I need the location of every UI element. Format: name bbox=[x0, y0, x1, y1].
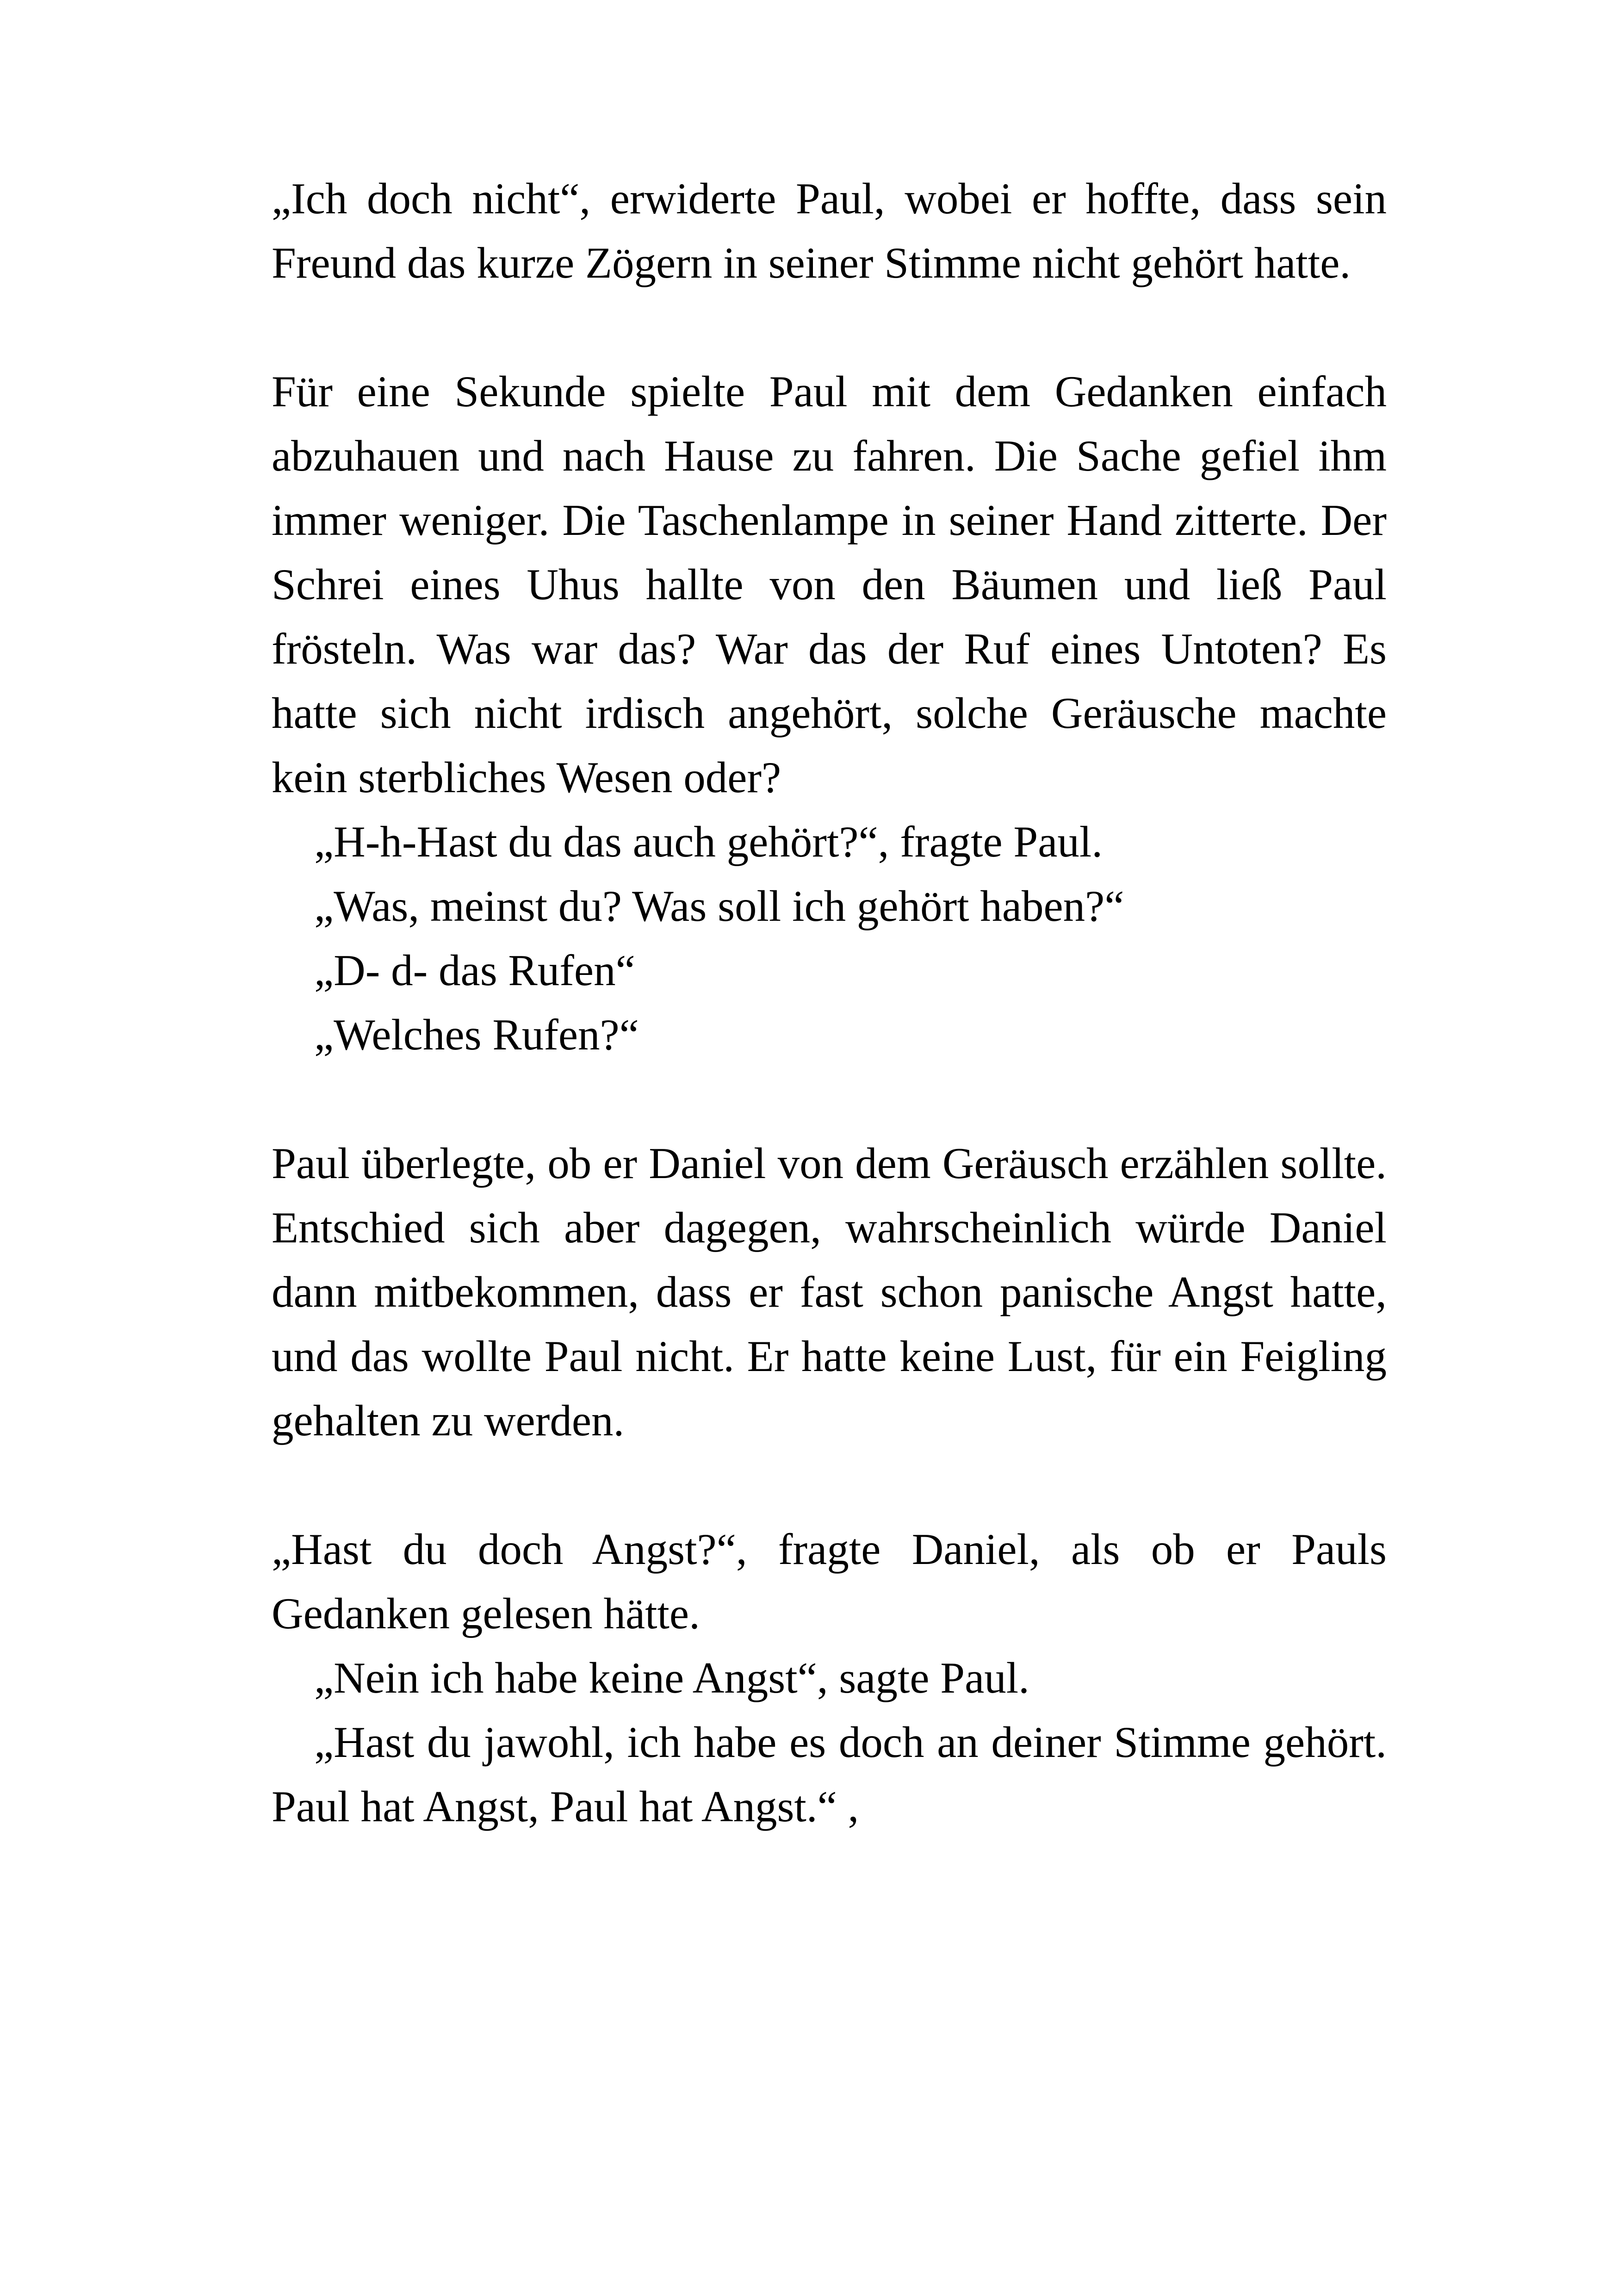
paragraph-1: „Ich doch nicht“, erwiderte Paul, wobei er hoffte, dass sein Freund das kurze Zögern in seiner Stimme nicht gehört hatte. bbox=[272, 174, 1387, 287]
dialogue-line-5: „Nein ich habe keine Angst“, sagte Paul. bbox=[314, 1653, 1029, 1702]
dialogue-line-2: „Was, meinst du? Was soll ich gehört haben?“ bbox=[314, 881, 1124, 931]
paragraph-4: „Hast du doch Angst?“, fragte Daniel, als ob er Pauls Gedanken gelesen hätte. bbox=[272, 1525, 1387, 1638]
dialogue-line-1: „H-h-Hast du das auch gehört?“, fragte Paul. bbox=[314, 817, 1103, 866]
paragraph-spacer bbox=[272, 295, 1387, 360]
paragraph-spacer bbox=[272, 1067, 1387, 1131]
paragraph-2: Für eine Sekunde spielte Paul mit dem Gedanken einfach abzuhauen und nach Hause zu fahren. Die Sache gefiel ihm immer weniger. Die Taschenlampe in seiner Hand zitterte. Der Schrei eines Uhus hallte von den Bäumen und ließ Paul frösteln. Was war das? War das der Ruf eines Untoten? Es hatte sich nicht irdisch angehört, solche Geräusche machte kein sterbliches Wesen oder? bbox=[272, 367, 1387, 802]
dialogue-line-6: „Hast du jawohl, ich habe es doch an deiner Stimme gehört. Paul hat Angst, Paul hat Angst.“ , bbox=[272, 1718, 1387, 1831]
paragraph-spacer bbox=[272, 1453, 1387, 1517]
dialogue-line-4: „Welches Rufen?“ bbox=[314, 1010, 639, 1059]
dialogue-line-3: „D- d- das Rufen“ bbox=[314, 946, 635, 995]
body-text bbox=[272, 167, 1387, 1839]
paragraph-3: Paul überlegte, ob er Daniel von dem Geräusch erzählen sollte. Entschied sich aber dagegen, wahrscheinlich würde Daniel dann mitbekommen, dass er fast schon panische Angst hatte, und das wollte Paul nicht. Er hatte keine Lust, für ein Feigling gehalten zu werden. bbox=[272, 1139, 1387, 1445]
